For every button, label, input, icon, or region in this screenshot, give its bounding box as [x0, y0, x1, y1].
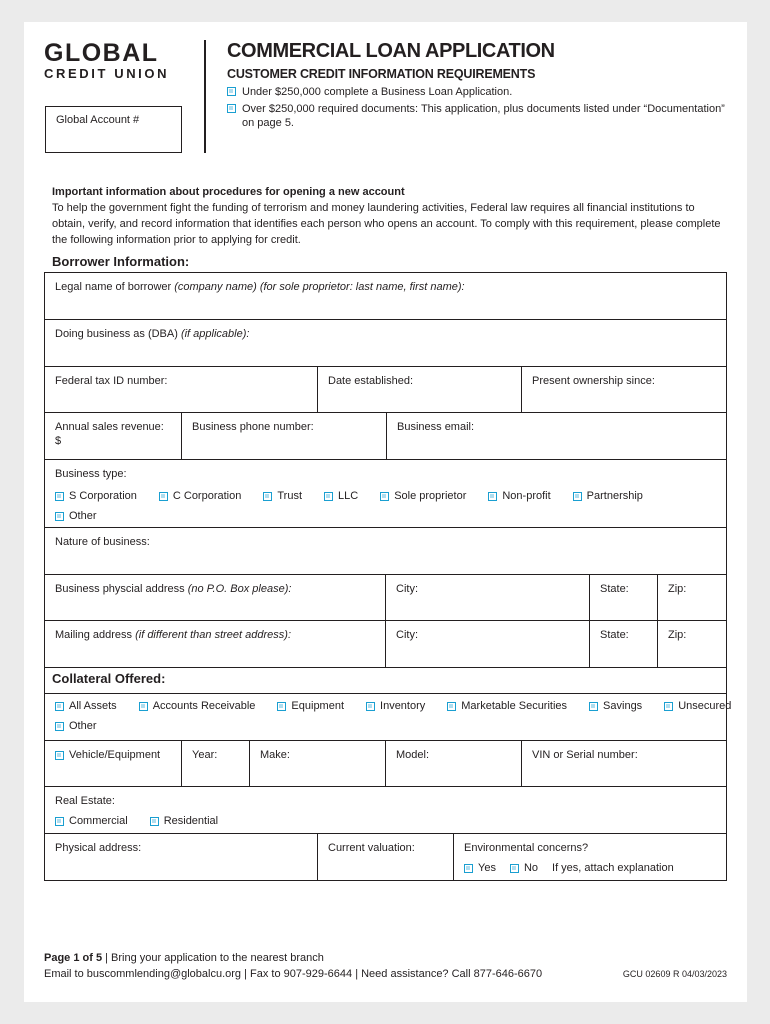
footer-line-1: [44, 950, 727, 966]
business-type-llc[interactable]: [324, 489, 358, 503]
property-row: [45, 834, 726, 880]
vehicle-equipment-cell: [45, 741, 182, 786]
business-email-label: Business email:: [397, 421, 475, 433]
environmental-note: If yes, attach explanation: [552, 862, 674, 874]
business-type-cell: [45, 460, 726, 527]
collateral-section-title: Collateral Offered:: [52, 671, 166, 686]
real-estate-residential-label: Residential: [163, 815, 219, 827]
business-type-trust[interactable]: [263, 489, 302, 503]
checkbox-icon: [447, 702, 456, 711]
dba-note: (if applicable):: [180, 328, 250, 340]
business-type-s-corp[interactable]: [55, 489, 137, 503]
checkbox-icon: [510, 864, 519, 873]
collateral-marketable-securities[interactable]: [447, 699, 567, 713]
checkbox-icon: [366, 702, 375, 711]
business-city-field[interactable]: [386, 575, 590, 620]
borrower-table: [44, 272, 732, 881]
collateral-other[interactable]: [55, 719, 97, 733]
checkbox-icon: [277, 702, 286, 711]
checkbox-icon: [263, 492, 272, 501]
mailing-state-field[interactable]: [590, 621, 658, 667]
vin-field[interactable]: [522, 741, 726, 786]
legal-name-row: [45, 273, 726, 320]
business-type-sole-proprietor-label: Sole proprietor: [394, 490, 467, 502]
property-address-label: Physical address:: [55, 842, 142, 854]
collateral-inventory-label: Inventory: [380, 700, 426, 712]
environmental-no[interactable]: [510, 861, 538, 875]
business-address-field[interactable]: [45, 575, 386, 620]
environmental-cell: [454, 834, 726, 880]
vehicle-model-field[interactable]: [386, 741, 522, 786]
business-type-partnership[interactable]: [573, 489, 643, 503]
mailing-state-label: State:: [600, 629, 629, 641]
business-type-s-corp-label: S Corporation: [69, 490, 137, 502]
business-address-note: (no P.O. Box please):: [187, 583, 292, 595]
business-state-field[interactable]: [590, 575, 658, 620]
environmental-no-label: No: [523, 862, 539, 874]
collateral-equipment-label: Equipment: [291, 700, 345, 712]
real-estate-row: [45, 787, 726, 834]
environmental-yes-label: Yes: [478, 862, 496, 874]
requirement-under-text: Under $250,000 complete a Business Loan Application.: [242, 86, 513, 98]
business-address-label: Business physcial address: [55, 583, 188, 595]
collateral-unsecured[interactable]: [664, 699, 731, 713]
checkbox-icon: [55, 722, 64, 731]
checkbox-icon: [324, 492, 333, 501]
business-state-label: State:: [600, 583, 629, 595]
sales-row: [45, 413, 726, 460]
checkbox-icon: [464, 864, 473, 873]
collateral-options: [55, 699, 732, 713]
dba-row: [45, 320, 726, 367]
checkbox-icon: [488, 492, 497, 501]
checkbox-icon: [55, 512, 64, 521]
borrower-section-title: Borrower Information:: [52, 254, 190, 269]
mailing-zip-label: Zip:: [668, 629, 687, 641]
page-number: Page 1 of 5: [44, 952, 103, 964]
ownership-since-field[interactable]: [522, 367, 726, 412]
vehicle-year-field[interactable]: [182, 741, 250, 786]
collateral-title-row: [45, 668, 726, 694]
collateral-other-label: Other: [69, 720, 97, 732]
requirement-over: [227, 102, 727, 130]
requirement-over-text: Over $250,000 required documents: This application, plus documents listed under “Documentation” on page 5.: [242, 103, 725, 129]
page-title: COMMERCIAL LOAN APPLICATION: [227, 40, 555, 62]
collateral-accounts-receivable-label: Accounts Receivable: [152, 700, 256, 712]
collateral-other-line: [55, 719, 716, 733]
federal-tax-id-field[interactable]: [45, 367, 318, 412]
checkbox-icon: [55, 751, 64, 760]
legal-name-label: Legal name of borrower: [55, 281, 175, 293]
logo-text-bottom: CREDIT UNION: [44, 66, 170, 81]
checkbox-icon: [139, 702, 148, 711]
environmental-options: [464, 861, 716, 875]
requirement-under: [227, 85, 727, 99]
vehicle-make-field[interactable]: [250, 741, 386, 786]
page-subtitle: CUSTOMER CREDIT INFORMATION REQUIREMENTS: [227, 67, 536, 81]
federal-tax-id-label: Federal tax ID number:: [55, 375, 168, 387]
checkbox-icon: [55, 817, 64, 826]
environmental-label: Environmental concerns?: [464, 842, 589, 854]
annual-sales-field[interactable]: [45, 413, 182, 459]
info-body: To help the government fight the funding of terrorism and money laundering activities, Federal law requires all financial institutions to obtain, verify, and record information that identifies each person who opens an account. To comply with this requirement, please complete the following information prior to applying for credit.: [52, 202, 721, 246]
account-number-label: Global Account #: [56, 114, 140, 126]
business-type-c-corp[interactable]: [159, 489, 241, 503]
legal-name-field[interactable]: [45, 273, 726, 319]
collateral-all-assets[interactable]: [55, 699, 117, 713]
mailing-address-row: [45, 621, 726, 668]
business-type-trust-label: Trust: [277, 490, 303, 502]
checkbox-icon: [664, 702, 673, 711]
vehicle-model-label: Model:: [396, 749, 430, 761]
real-estate-commercial[interactable]: [55, 814, 128, 828]
business-type-row: [45, 460, 726, 528]
info-title: Important information about procedures for opening a new account: [52, 186, 405, 198]
collateral-all-assets-label: All Assets: [69, 700, 117, 712]
page-footer: [44, 950, 727, 982]
checkbox-icon: [150, 817, 159, 826]
physical-address-row: [45, 575, 726, 621]
mailing-city-field[interactable]: [386, 621, 590, 667]
checkbox-icon: [380, 492, 389, 501]
collateral-options-row: [45, 694, 732, 741]
checkbox-icon: [159, 492, 168, 501]
annual-sales-label: Annual sales revenue:: [55, 421, 164, 433]
current-valuation-label: Current valuation:: [328, 842, 415, 854]
tax-id-row: [45, 367, 726, 413]
property-address-field[interactable]: [45, 834, 318, 880]
business-type-other-label: Other: [69, 510, 97, 522]
business-zip-label: Zip:: [668, 583, 687, 595]
collateral-savings-label: Savings: [603, 700, 643, 712]
business-type-non-profit[interactable]: [488, 489, 550, 503]
collateral-options-cell: [45, 694, 732, 740]
business-type-other[interactable]: [55, 509, 97, 523]
account-number-field[interactable]: [45, 106, 182, 153]
nature-row: [45, 528, 726, 575]
date-established-label: Date established:: [328, 375, 413, 387]
header-divider: [204, 40, 206, 153]
collateral-marketable-securities-label: Marketable Securities: [461, 700, 568, 712]
form-page: [24, 22, 747, 1002]
business-email-field[interactable]: [387, 413, 726, 459]
mailing-address-note: (if different than street address):: [135, 629, 292, 641]
business-type-options: [55, 489, 716, 503]
requirement-under-checkbox[interactable]: [227, 87, 236, 96]
vehicle-equipment-option[interactable]: [55, 748, 160, 762]
real-estate-options: [55, 814, 716, 828]
business-type-other-line: [55, 509, 716, 523]
mailing-address-field[interactable]: [45, 621, 386, 667]
collateral-equipment[interactable]: [277, 699, 344, 713]
collateral-inventory[interactable]: [366, 699, 425, 713]
business-type-sole-proprietor[interactable]: [380, 489, 466, 503]
business-phone-label: Business phone number:: [192, 421, 314, 433]
mailing-city-label: City:: [396, 629, 418, 641]
checkbox-icon: [589, 702, 598, 711]
vehicle-equipment-label: Vehicle/Equipment: [69, 749, 161, 761]
real-estate-label: Real Estate:: [55, 795, 115, 807]
business-type-llc-label: LLC: [338, 490, 359, 502]
checkbox-icon: [55, 702, 64, 711]
collateral-savings[interactable]: [589, 699, 642, 713]
business-type-partnership-label: Partnership: [586, 490, 643, 502]
form-code: GCU 02609 R 04/03/2023: [622, 969, 727, 979]
real-estate-cell: [45, 787, 726, 833]
real-estate-commercial-label: Commercial: [69, 815, 128, 827]
business-type-label: Business type:: [55, 468, 127, 480]
current-valuation-field[interactable]: [318, 834, 454, 880]
business-phone-field[interactable]: [182, 413, 387, 459]
vehicle-make-label: Make:: [260, 749, 290, 761]
vehicle-year-label: Year:: [192, 749, 218, 761]
mailing-zip-field[interactable]: [658, 621, 726, 667]
checkbox-icon: [55, 492, 64, 501]
vin-label: VIN or Serial number:: [532, 749, 638, 761]
checkbox-icon: [573, 492, 582, 501]
nature-of-business-label: Nature of business:: [55, 536, 150, 548]
business-zip-field[interactable]: [658, 575, 726, 620]
collateral-accounts-receivable[interactable]: [139, 699, 256, 713]
mailing-address-label: Mailing address: [55, 629, 136, 641]
ownership-since-label: Present ownership since:: [532, 375, 655, 387]
requirements-list: [227, 85, 727, 133]
annual-sales-prefix: $: [55, 435, 62, 447]
info-block: [52, 184, 722, 248]
nature-of-business-field[interactable]: [45, 528, 726, 574]
requirement-over-checkbox[interactable]: [227, 104, 236, 113]
environmental-yes[interactable]: [464, 861, 496, 875]
legal-name-note: (company name) (for sole proprietor: last name, first name):: [174, 281, 465, 293]
real-estate-residential[interactable]: [150, 814, 218, 828]
vehicle-row: [45, 741, 726, 787]
collateral-unsecured-label: Unsecured: [678, 700, 732, 712]
business-type-non-profit-label: Non-profit: [502, 490, 551, 502]
logo-text-top: GLOBAL: [44, 39, 159, 67]
dba-label: Doing business as (DBA): [55, 328, 181, 340]
footer-contact: Email to buscommlending@globalcu.org | Fax to 907-929-6644 | Need assistance? Call 877-646-6670: [44, 968, 543, 980]
date-established-field[interactable]: [318, 367, 522, 412]
business-type-c-corp-label: C Corporation: [172, 490, 242, 502]
business-city-label: City:: [396, 583, 418, 595]
footer-branch-note: | Bring your application to the nearest branch: [102, 952, 324, 964]
dba-field[interactable]: [45, 320, 726, 366]
logo: [44, 40, 184, 82]
